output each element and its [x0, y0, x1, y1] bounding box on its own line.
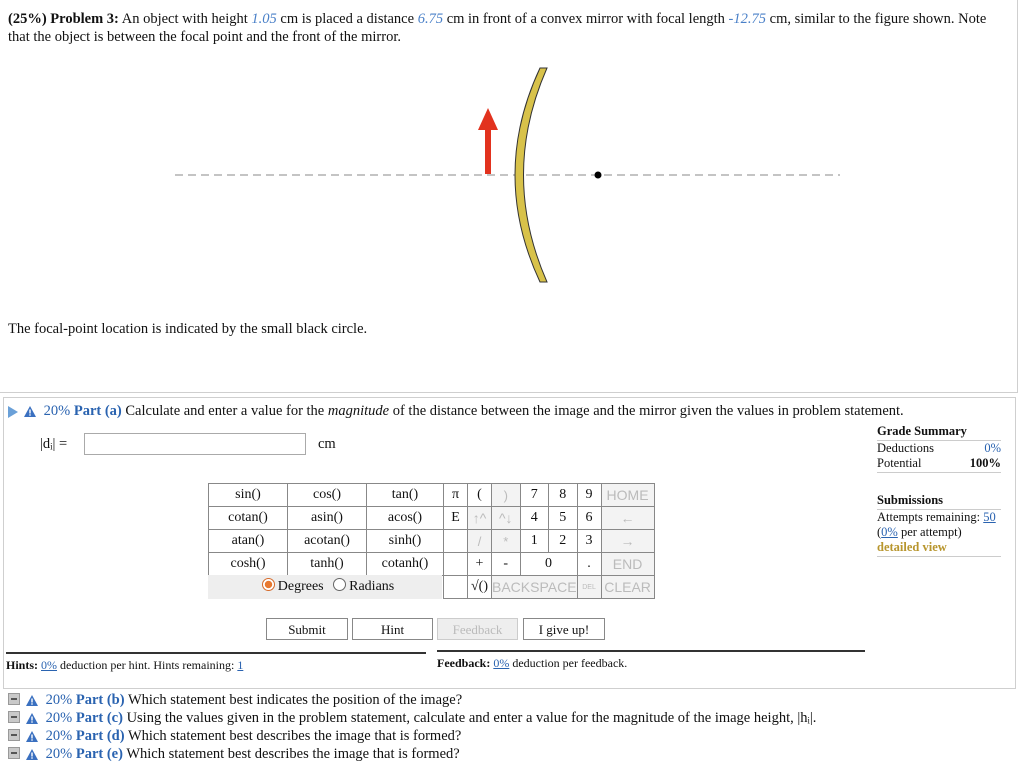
degrees-label: Degrees — [277, 579, 324, 594]
key-acotan[interactable]: acotan() — [288, 530, 367, 553]
key-right-arrow[interactable]: → — [601, 530, 654, 553]
focal-length-value: -12.75 — [728, 11, 767, 27]
key-left-arrow[interactable]: ← — [601, 507, 654, 530]
key-tanh[interactable]: tanh() — [288, 553, 367, 576]
part-a-percent: 20% — [43, 403, 71, 419]
key-9[interactable]: 9 — [577, 484, 601, 507]
focal-note: The focal-point location is indicated by the small black circle. — [8, 321, 368, 337]
key-dot[interactable]: . — [577, 553, 601, 576]
part-b-label: Part (b) — [75, 692, 125, 708]
key-blank-2 — [444, 553, 468, 576]
object-distance-value: 6.75 — [417, 11, 444, 27]
part-d-row[interactable] — [8, 728, 461, 745]
grade-summary-title: Grade Summary — [877, 424, 1001, 441]
hints-remaining: 1 — [237, 658, 244, 672]
degrees-radio[interactable] — [262, 578, 275, 591]
hints-pct: 0% — [41, 658, 58, 672]
grade-summary: Grade Summary Deductions 0% Potential 100% Submissions Attempts remaining: 50 (0% per attempt) detailed view — [877, 424, 1001, 557]
part-e-percent: 20% — [45, 746, 73, 762]
key-divide[interactable]: / — [468, 530, 492, 553]
problem-statement — [8, 10, 1008, 46]
key-5[interactable]: 5 — [549, 507, 578, 530]
key-blank-3 — [444, 576, 468, 599]
object-height-value: 1.05 — [251, 11, 277, 27]
part-d-label: Part (d) — [75, 728, 125, 744]
hints-label: Hints: — [6, 658, 39, 672]
problem-text-2: cm is placed a distance — [280, 11, 415, 27]
key-atan[interactable]: atan() — [209, 530, 288, 553]
key-3[interactable]: 3 — [577, 530, 601, 553]
part-b-percent: 20% — [45, 692, 73, 708]
key-sin[interactable]: sin() — [209, 484, 288, 507]
part-c-row[interactable] — [8, 710, 816, 727]
key-open-paren[interactable]: ( — [468, 484, 492, 507]
key-cosh[interactable]: cosh() — [209, 553, 288, 576]
mirror-figure — [160, 60, 860, 295]
per-attempt-label: per attempt) — [900, 525, 962, 539]
hints-bar — [6, 652, 426, 673]
part-a-label: Part (a) — [73, 403, 122, 419]
hint-button[interactable]: Hint — [352, 618, 433, 640]
part-e-text: Which statement best describes the image that is formed? — [126, 746, 460, 762]
key-close-paren[interactable]: ) — [492, 484, 521, 507]
key-6[interactable]: 6 — [577, 507, 601, 530]
key-8[interactable]: 8 — [549, 484, 578, 507]
part-b-text: Which statement best indicates the position of the image? — [127, 692, 463, 708]
key-minus[interactable]: - — [492, 553, 521, 576]
part-a-text-1: Calculate and enter a value for the — [125, 403, 325, 419]
attempts-label: Attempts remaining: — [877, 510, 981, 524]
expand-icon[interactable] — [8, 729, 20, 741]
part-e-label: Part (e) — [75, 746, 123, 762]
warning-icon — [26, 713, 38, 724]
angle-mode — [208, 575, 442, 599]
hints-text: deduction per hint. Hints remaining: — [60, 658, 235, 672]
potential-value: 100% — [969, 456, 1001, 470]
part-d-percent: 20% — [45, 728, 73, 744]
part-c-label: Part (c) — [75, 710, 123, 726]
key-pi[interactable]: π — [444, 484, 468, 507]
part-a-header — [8, 403, 904, 420]
problem-weight: (25%) — [8, 11, 47, 27]
potential-label: Potential — [877, 456, 922, 470]
deductions-label: Deductions — [877, 441, 934, 455]
expand-icon[interactable] — [8, 747, 20, 759]
key-home[interactable]: HOME — [601, 484, 654, 507]
key-down-caret[interactable]: ^↓ — [492, 507, 521, 530]
key-blank-1 — [444, 530, 468, 553]
attempts-value: 50 — [983, 510, 996, 524]
expand-icon[interactable] — [8, 693, 20, 705]
key-plus[interactable]: + — [468, 553, 492, 576]
object-arrow — [478, 108, 498, 174]
radians-radio[interactable] — [333, 578, 346, 591]
key-7[interactable]: 7 — [520, 484, 549, 507]
key-acos[interactable]: acos() — [367, 507, 444, 530]
answer-label: |dᵢ| = — [40, 436, 68, 452]
radians-label: Radians — [349, 579, 395, 594]
part-c-text: Using the values given in the problem statement, calculate and enter a value for the magnitude of the image height, |hᵢ|. — [126, 710, 817, 726]
key-cotanh[interactable]: cotanh() — [367, 553, 444, 576]
key-up-caret[interactable]: ↑^ — [468, 507, 492, 530]
play-icon[interactable] — [8, 406, 18, 418]
answer-input[interactable] — [84, 433, 306, 455]
give-up-button[interactable]: I give up! — [523, 618, 605, 640]
key-4[interactable]: 4 — [520, 507, 549, 530]
key-e[interactable]: E — [444, 507, 468, 530]
feedback-text: deduction per feedback. — [512, 656, 628, 670]
feedback-button[interactable]: Feedback — [437, 618, 518, 640]
warning-icon — [24, 406, 36, 417]
problem-number: Problem 3: — [50, 11, 119, 27]
warning-icon — [26, 731, 38, 742]
keypad — [443, 483, 655, 599]
focal-point-dot — [595, 172, 602, 179]
problem-text-1: An object with height — [121, 11, 248, 27]
key-multiply[interactable]: * — [492, 530, 521, 553]
part-a-emphasis: magnitude — [327, 403, 390, 419]
key-2[interactable]: 2 — [549, 530, 578, 553]
submissions-title: Submissions — [877, 493, 1001, 510]
feedback-bar — [437, 650, 865, 671]
key-end[interactable]: END — [601, 553, 654, 576]
problem-text-4: cm, similar to the figure shown. Note that the object is between the focal point and the front of the mirror. — [8, 11, 987, 45]
submit-button[interactable]: Submit — [266, 618, 348, 640]
part-d-text: Which statement best describes the image that is formed? — [127, 728, 462, 744]
feedback-pct: 0% — [493, 656, 510, 670]
part-a-text-2: of the distance between the image and the mirror given the values in problem statement. — [392, 403, 904, 419]
key-sqrt[interactable]: √() — [468, 576, 492, 599]
feedback-label: Feedback: — [437, 656, 491, 670]
key-1[interactable]: 1 — [520, 530, 549, 553]
answer-unit: cm — [318, 436, 336, 452]
warning-icon — [26, 749, 38, 760]
warning-icon — [26, 695, 38, 706]
problem-text-3: cm in front of a convex mirror with focal length — [446, 11, 725, 27]
key-asin[interactable]: asin() — [288, 507, 367, 530]
key-tan[interactable]: tan() — [367, 484, 444, 507]
key-cos[interactable]: cos() — [288, 484, 367, 507]
key-cotan[interactable]: cotan() — [209, 507, 288, 530]
part-e-row[interactable] — [8, 746, 460, 763]
key-backspace[interactable]: BACKSPACE — [492, 576, 578, 599]
key-0[interactable]: 0 — [520, 553, 577, 576]
part-c-percent: 20% — [45, 710, 73, 726]
detailed-view-link[interactable]: detailed view — [877, 540, 947, 554]
per-attempt-pct: 0% — [881, 525, 898, 539]
deductions-value: 0% — [984, 441, 1001, 455]
function-keys — [208, 483, 444, 576]
part-b-row[interactable] — [8, 692, 462, 709]
key-clear[interactable]: CLEAR — [601, 576, 654, 599]
expand-icon[interactable] — [8, 711, 20, 723]
key-del[interactable]: DEL — [577, 576, 601, 599]
key-sinh[interactable]: sinh() — [367, 530, 444, 553]
